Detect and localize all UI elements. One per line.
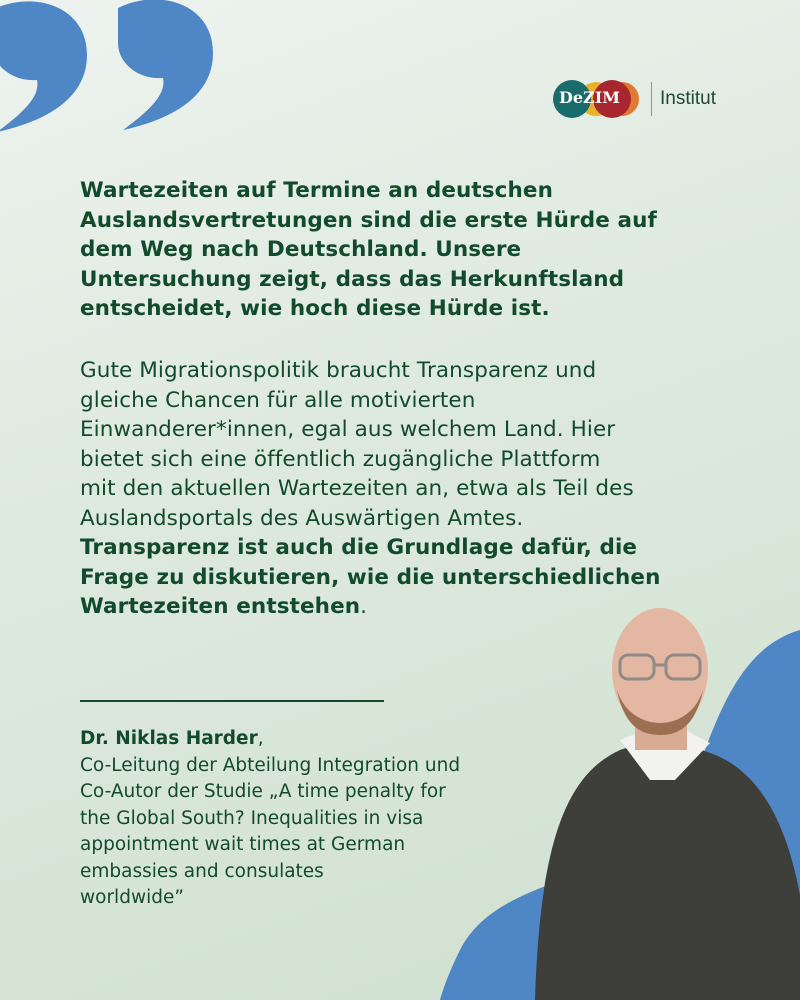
text-line: Transparenz ist auch die Grundlage dafür, die bbox=[80, 535, 638, 560]
institute-label: Institut bbox=[660, 88, 716, 109]
lead-quote bbox=[80, 176, 657, 324]
logo-divider bbox=[651, 82, 652, 116]
logo-wordmark: DeZIM bbox=[559, 88, 620, 107]
text-line: Einwanderer*innen, egal aus welchem Land. Hier bbox=[80, 417, 616, 442]
text-punctuation: , bbox=[257, 728, 264, 749]
text-line: the Global South? Inequalities in visa bbox=[80, 807, 424, 829]
text-line: entscheidet, wie hoch diese Hürde ist. bbox=[80, 296, 550, 321]
text-line: Untersuchung zeigt, dass das Herkunftsland bbox=[80, 266, 625, 292]
logo-mark bbox=[553, 80, 645, 118]
body-quote bbox=[80, 356, 661, 622]
text-line: Auslandsvertretungen sind die erste Hürde auf bbox=[80, 207, 657, 233]
text-line: Auslandsportals des Auswärtigen Amtes. bbox=[80, 505, 524, 531]
text-line: dem Weg nach Deutschland. Unsere bbox=[80, 237, 522, 262]
text-line: bietet sich eine öffentlich zugängliche Plattform bbox=[80, 446, 601, 472]
text-line: Gute Migrationspolitik braucht Transparenz und bbox=[80, 358, 597, 383]
attribution bbox=[80, 726, 460, 912]
text-line: embassies and consulates bbox=[80, 860, 324, 882]
text-line: Frage zu diskutieren, wie die unterschiedlichen bbox=[80, 564, 661, 590]
text-line: gleiche Chancen für alle motivierten bbox=[80, 387, 476, 413]
text-line: Wartezeiten entstehen bbox=[80, 594, 361, 619]
text-line: Wartezeiten auf Termine an deutschen bbox=[80, 178, 554, 203]
text-line: worldwide” bbox=[80, 887, 184, 908]
divider-line bbox=[80, 700, 384, 702]
text-punctuation: . bbox=[360, 594, 368, 619]
text-line: mit den aktuellen Wartezeiten an, etwa als Teil des bbox=[80, 476, 634, 501]
text-line: Co-Leitung der Abteilung Integration und bbox=[80, 754, 461, 776]
portrait-photo bbox=[525, 595, 800, 1000]
author-name: Dr. Niklas Harder bbox=[80, 728, 258, 749]
text-line: Co-Autor der Studie „A time penalty for bbox=[80, 781, 446, 802]
quotation-mark-icon bbox=[0, 0, 230, 140]
text-line: appointment wait times at German bbox=[80, 834, 406, 855]
dezim-logo bbox=[553, 80, 716, 118]
